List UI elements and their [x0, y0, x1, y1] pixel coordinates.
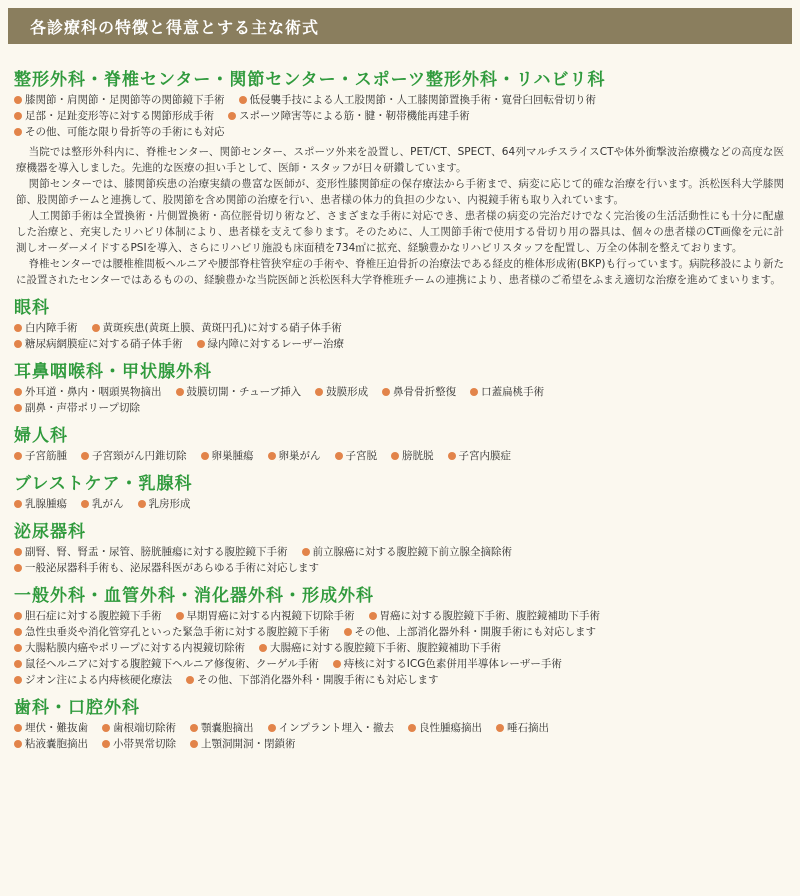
- bullet-dot-icon: [14, 644, 22, 652]
- procedure-label: 子宮内膜症: [458, 450, 511, 462]
- procedure-list: [12, 544, 788, 576]
- procedure-item: [201, 448, 254, 464]
- procedure-item: [14, 320, 78, 336]
- procedure-label: その他、可能な限り骨折等の手術にも対応: [25, 126, 225, 138]
- procedure-item: [496, 720, 549, 736]
- procedure-label: 膀胱脱: [402, 450, 434, 462]
- procedure-row: [14, 608, 788, 624]
- procedure-item: [259, 640, 501, 656]
- procedure-label: 一般泌尿器科手術も、泌尿器科医があらゆる手術に対応します: [25, 562, 319, 574]
- bullet-dot-icon: [14, 676, 22, 684]
- bullet-dot-icon: [190, 724, 198, 732]
- procedure-list: [12, 720, 788, 752]
- procedure-label: インプラント埋入・撤去: [278, 722, 394, 734]
- procedure-item: [315, 384, 368, 400]
- bullet-dot-icon: [448, 452, 456, 460]
- procedure-label: 緑内障に対するレーザー治療: [207, 338, 344, 350]
- bullet-dot-icon: [14, 612, 22, 620]
- procedure-label: 外耳道・鼻内・咽頭異物摘出: [25, 386, 162, 398]
- procedure-row: [14, 656, 788, 672]
- bullet-dot-icon: [14, 628, 22, 636]
- procedure-label: 上顎洞開洞・閉鎖術: [201, 738, 296, 750]
- procedure-label: 歯根端切除術: [113, 722, 176, 734]
- bullet-dot-icon: [190, 740, 198, 748]
- procedure-label: 唾石摘出: [507, 722, 549, 734]
- procedure-label: 小帯異常切除: [113, 738, 176, 750]
- procedure-label: 副鼻・声帯ポリープ切除: [25, 402, 140, 414]
- bullet-dot-icon: [382, 388, 390, 396]
- bullet-dot-icon: [14, 500, 22, 508]
- bullet-dot-icon: [335, 452, 343, 460]
- procedure-row: [14, 336, 788, 352]
- procedure-item: [14, 560, 319, 576]
- procedure-item: [14, 336, 183, 352]
- bullet-dot-icon: [138, 500, 146, 508]
- procedure-label: 子宮頸がん円錐切除: [92, 450, 187, 462]
- procedure-item: [14, 448, 67, 464]
- procedure-row: [14, 544, 788, 560]
- procedure-item: [302, 544, 513, 560]
- procedure-label: 粘液嚢胞摘出: [25, 738, 88, 750]
- procedure-label: 糖尿病網膜症に対する硝子体手術: [25, 338, 183, 350]
- procedure-label: その他、下部消化器外科・開腹手術にも対応します: [197, 674, 439, 686]
- procedure-label: 鼻骨骨折整復: [393, 386, 457, 398]
- section-title: 歯科・口腔外科: [14, 698, 140, 718]
- procedure-row: [14, 720, 788, 736]
- bullet-dot-icon: [470, 388, 478, 396]
- procedure-item: [138, 496, 191, 512]
- procedure-label: 子宮筋腫: [25, 450, 67, 462]
- procedure-label: 急性虫垂炎や消化管穿孔といった緊急手術に対する腹腔鏡下手術: [25, 626, 330, 638]
- procedure-label: 前立腺癌に対する腹腔鏡下前立腺全摘除術: [312, 546, 512, 558]
- bullet-dot-icon: [102, 740, 110, 748]
- section-title: 耳鼻咽喉科・甲状腺外科: [14, 362, 212, 382]
- procedure-label: 痔核に対するICG色素併用半導体レーザー手術: [343, 658, 562, 670]
- procedure-item: [190, 736, 296, 752]
- procedure-row: [14, 400, 788, 416]
- section-title: 整形外科・脊椎センター・関節センター・スポーツ整形外科・リハビリ科: [14, 70, 606, 90]
- bullet-dot-icon: [14, 548, 22, 556]
- procedure-label: 卵巣腫瘍: [211, 450, 254, 462]
- bullet-dot-icon: [268, 452, 276, 460]
- procedure-row: [14, 640, 788, 656]
- procedure-item: [14, 672, 172, 688]
- procedure-item: [186, 672, 439, 688]
- procedure-label: 早期胃癌に対する内視鏡下切除手術: [186, 610, 355, 622]
- bullet-dot-icon: [102, 724, 110, 732]
- procedure-label: 良性腫瘍摘出: [419, 722, 482, 734]
- procedure-list: [12, 320, 788, 352]
- procedure-list: [12, 384, 788, 416]
- bullet-dot-icon: [14, 660, 22, 668]
- description-text: [12, 144, 788, 288]
- procedure-label: 白内障手術: [25, 322, 78, 334]
- procedure-item: [239, 92, 597, 108]
- procedure-list: [12, 608, 788, 688]
- section-title: 一般外科・血管外科・消化器外科・形成外科: [14, 586, 374, 606]
- procedure-label: ジオン注による内痔核硬化療法: [25, 674, 172, 686]
- bullet-dot-icon: [268, 724, 276, 732]
- procedure-item: [14, 92, 225, 108]
- bullet-dot-icon: [14, 724, 22, 732]
- bullet-dot-icon: [14, 452, 22, 460]
- procedure-item: [14, 624, 330, 640]
- procedure-item: [14, 496, 67, 512]
- procedure-item: [14, 736, 88, 752]
- procedure-item: [14, 124, 225, 140]
- procedure-label: 口蓋扁桃手術: [481, 386, 545, 398]
- page: [0, 8, 800, 896]
- bullet-dot-icon: [176, 612, 184, 620]
- bullet-dot-icon: [344, 628, 352, 636]
- bullet-dot-icon: [14, 740, 22, 748]
- procedure-item: [14, 108, 214, 124]
- bullet-dot-icon: [14, 96, 22, 104]
- procedure-label: 足部・足趾変形等に対する関節形成手術: [25, 110, 214, 122]
- bullet-dot-icon: [228, 112, 236, 120]
- bullet-dot-icon: [92, 324, 100, 332]
- procedure-item: [344, 624, 597, 640]
- procedure-label: 鼓膜形成: [326, 386, 369, 398]
- procedure-item: [268, 448, 321, 464]
- procedure-row: [14, 124, 788, 140]
- bullet-dot-icon: [14, 404, 22, 412]
- bullet-dot-icon: [315, 388, 323, 396]
- procedure-list: [12, 448, 788, 464]
- procedure-item: [268, 720, 395, 736]
- bullet-dot-icon: [176, 388, 184, 396]
- procedure-row: [14, 560, 788, 576]
- procedure-label: 鼠径ヘルニアに対する腹腔鏡下ヘルニア修復術、クーゲル手術: [25, 658, 319, 670]
- procedure-item: [92, 320, 342, 336]
- procedure-item: [190, 720, 254, 736]
- procedure-list: [12, 496, 788, 512]
- procedure-label: 乳房形成: [148, 498, 191, 510]
- procedure-label: 鼓膜切開・チューブ挿入: [186, 386, 302, 398]
- bullet-dot-icon: [408, 724, 416, 732]
- paragraph: 人工関節手術は全置換術・片側置換術・高位脛骨切り術など、さまざまな手術に対応でき、患者様の病変の完治だけでなく完治後の生活活動性にも十分に配慮した治療と、充実したリハビリ体制により、患者様を支えて参ります。そのために、人工関節手術で使用する骨切り用の器具は、個々の患者様のCT画像を元に計測しオーダーメイドするPSIを導入、さらにリハビリ施設も床面積を734㎡に拡充、経験豊かなリハビリスタッフを配置し、万全の体制を整えております。: [16, 210, 784, 254]
- procedure-item: [81, 448, 187, 464]
- procedure-item: [102, 720, 176, 736]
- bullet-dot-icon: [14, 388, 22, 396]
- procedure-row: [14, 496, 788, 512]
- procedure-item: [14, 608, 162, 624]
- procedure-row: [14, 448, 788, 464]
- procedure-item: [176, 608, 355, 624]
- bullet-dot-icon: [201, 452, 209, 460]
- procedure-item: [102, 736, 176, 752]
- procedure-item: [382, 384, 456, 400]
- procedure-item: [335, 448, 378, 464]
- section-title: 婦人科: [14, 426, 68, 446]
- procedure-row: [14, 624, 788, 640]
- content: [12, 70, 788, 752]
- procedure-item: [14, 720, 88, 736]
- procedure-label: 乳腺腫瘍: [25, 498, 67, 510]
- procedure-item: [197, 336, 345, 352]
- procedure-item: [470, 384, 544, 400]
- procedure-item: [391, 448, 434, 464]
- section-title: ブレストケア・乳腺科: [14, 474, 193, 494]
- section-title: 眼科: [14, 298, 50, 318]
- procedure-label: 乳がん: [92, 498, 124, 510]
- bullet-dot-icon: [302, 548, 310, 556]
- procedure-label: 子宮脱: [345, 450, 377, 462]
- bullet-dot-icon: [333, 660, 341, 668]
- bullet-dot-icon: [81, 452, 89, 460]
- procedure-item: [14, 656, 319, 672]
- procedure-row: [14, 672, 788, 688]
- header-banner: [8, 8, 792, 44]
- procedure-label: 胆石症に対する腹腔鏡下手術: [25, 610, 162, 622]
- procedure-row: [14, 736, 788, 752]
- paragraph: 脊椎センターでは腰椎椎間板ヘルニアや腰部脊柱管狭窄症の手術や、脊椎圧迫骨折の治療法である経皮的椎体形成術(BKP)も行っています。病院移設により新たに設置されたセンターではあるものの、経験豊かな当院医師と浜松医科大学脊椎班チームの連携により、患者様のご希望をふまえ適切な治療を進めてまいります。: [16, 258, 784, 286]
- bullet-dot-icon: [14, 112, 22, 120]
- procedure-label: 低侵襲手技による人工股関節・人工膝関節置換手術・寛骨臼回転骨切り術: [249, 94, 596, 106]
- procedure-label: 顎嚢胞摘出: [201, 722, 254, 734]
- procedure-item: [408, 720, 482, 736]
- bullet-dot-icon: [259, 644, 267, 652]
- procedure-row: [14, 320, 788, 336]
- procedure-label: 膝関節・肩関節・足関節等の関節鏡下手術: [25, 94, 225, 106]
- procedure-label: その他、上部消化器外科・開腹手術にも対応します: [354, 626, 596, 638]
- procedure-item: [14, 400, 140, 416]
- bullet-dot-icon: [369, 612, 377, 620]
- bullet-dot-icon: [14, 340, 22, 348]
- procedure-item: [369, 608, 601, 624]
- bullet-dot-icon: [391, 452, 399, 460]
- procedure-label: 卵巣がん: [278, 450, 321, 462]
- procedure-row: [14, 384, 788, 400]
- procedure-item: [14, 544, 288, 560]
- procedure-label: 埋伏・難抜歯: [25, 722, 88, 734]
- procedure-label: 胃癌に対する腹腔鏡下手術、腹腔鏡補助下手術: [379, 610, 600, 622]
- bullet-dot-icon: [14, 564, 22, 572]
- procedure-label: 大腸癌に対する腹腔鏡下手術、腹腔鏡補助下手術: [269, 642, 501, 654]
- procedure-item: [176, 384, 302, 400]
- procedure-list: [12, 92, 788, 140]
- procedure-row: [14, 92, 788, 108]
- procedure-row: [14, 108, 788, 124]
- procedure-item: [448, 448, 512, 464]
- paragraph: 関節センターでは、膝関節疾患の治療実績の豊富な医師が、変形性膝関節症の保存療法から手術まで、病変に応じて的確な治療を行います。浜松医科大学膝関節、股関節チームと連携して、股関節を含め関節の治療を行い、患者様の体力的負担の少ない、内視鏡手術も取り入れています。: [16, 178, 784, 206]
- bullet-dot-icon: [81, 500, 89, 508]
- procedure-label: スポーツ障害等による筋・腱・靭帯機能再建手術: [239, 110, 470, 122]
- bullet-dot-icon: [186, 676, 194, 684]
- bullet-dot-icon: [197, 340, 205, 348]
- procedure-item: [14, 384, 162, 400]
- procedure-label: 副腎、腎、腎盂・尿管、膀胱腫瘍に対する腹腔鏡下手術: [25, 546, 288, 558]
- bullet-dot-icon: [14, 128, 22, 136]
- paragraph: 当院では整形外科内に、脊椎センター、関節センター、スポーツ外来を設置し、PET/CT、SPECT、64列マルチスライスCTや体外衝撃波治療機などの高度な医療機器を導入しました。先進的な医療の担い手として、医師・スタッフが日々研鑽しています。: [16, 146, 784, 174]
- bullet-dot-icon: [14, 324, 22, 332]
- procedure-label: 黄斑疾患(黄斑上膜、黄斑円孔)に対する硝子体手術: [102, 322, 342, 334]
- procedure-item: [81, 496, 124, 512]
- procedure-item: [228, 108, 470, 124]
- banner-title: 各診療科の特徴と得意とする主な術式: [30, 17, 320, 37]
- procedure-item: [333, 656, 562, 672]
- bullet-dot-icon: [496, 724, 504, 732]
- procedure-item: [14, 640, 245, 656]
- procedure-label: 大腸粘膜内癌やポリープに対する内視鏡切除術: [25, 642, 245, 654]
- bullet-dot-icon: [239, 96, 247, 104]
- section-title: 泌尿器科: [14, 522, 86, 542]
